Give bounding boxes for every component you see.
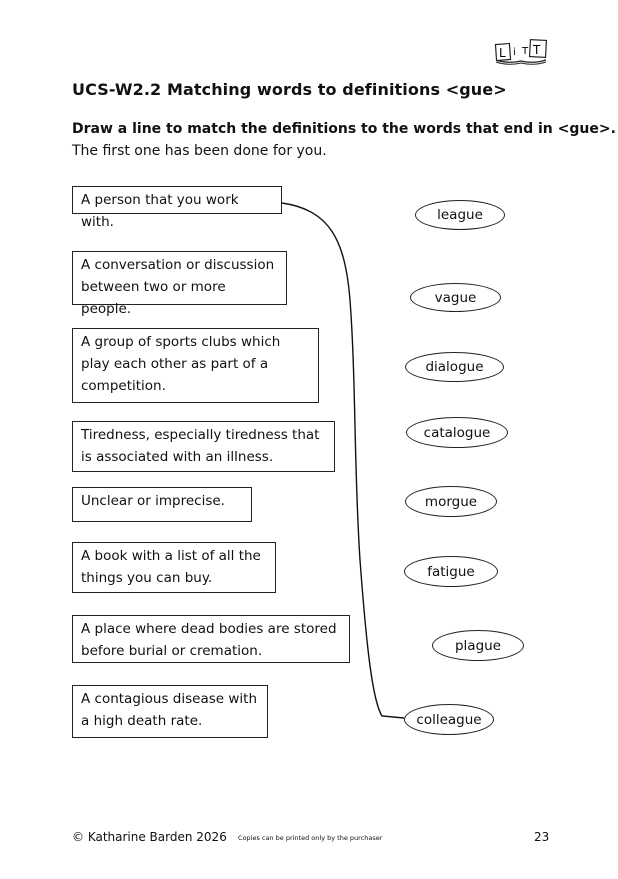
footer-notice: Copies can be printed only by the purchaser	[238, 834, 383, 842]
definition-text: Tiredness, especially tiredness that is associated with an illness.	[81, 427, 320, 465]
footer-copyright: © Katharine Barden 2026	[72, 830, 227, 844]
word-label: catalogue	[423, 424, 491, 441]
word-label: fatigue	[427, 563, 475, 580]
definition-text: A person that you work with.	[81, 192, 239, 230]
definition-text: A contagious disease with a high death rate.	[81, 691, 257, 729]
word-label: dialogue	[425, 359, 484, 375]
word-oval[interactable]	[410, 283, 501, 312]
definition-box[interactable]	[72, 421, 335, 472]
word-oval[interactable]	[415, 200, 505, 230]
logo-letter: T	[533, 43, 541, 57]
instruction-line-1: Draw a line to match the definitions to the words that end in <gue>.	[72, 121, 616, 137]
definition-box[interactable]	[72, 251, 287, 317]
definition-box[interactable]	[72, 685, 268, 738]
page-title: UCS-W2.2 Matching words to definitions <gue>	[72, 80, 507, 99]
definition-text: A place where dead bodies are stored before burial or cremation.	[81, 621, 337, 659]
page-number: 23	[534, 830, 550, 844]
definition-text: A group of sports clubs which play each other as part of a competition.	[81, 334, 281, 394]
instructions	[72, 118, 616, 162]
definition-box[interactable]	[72, 615, 350, 663]
word-oval[interactable]	[405, 352, 504, 382]
definition-box[interactable]	[72, 487, 252, 522]
word-oval[interactable]	[404, 556, 498, 587]
word-label: plague	[454, 637, 502, 654]
definition-box[interactable]	[72, 542, 276, 593]
definition-text: Unclear or imprecise.	[81, 493, 225, 509]
instruction-line-2: The first one has been done for you.	[72, 143, 327, 159]
word-label: vague	[434, 289, 477, 306]
word-oval[interactable]	[405, 486, 497, 517]
word-oval[interactable]	[404, 704, 494, 735]
definition-box[interactable]	[72, 328, 319, 403]
word-oval[interactable]	[406, 417, 508, 448]
logo-letter: T	[522, 46, 529, 57]
definition-text: A book with a list of all the things you can buy.	[81, 548, 261, 586]
definition-text: A conversation or discussion between two or more people.	[81, 257, 275, 317]
word-label: colleague	[416, 711, 482, 728]
word-label: league	[437, 207, 483, 223]
word-oval[interactable]	[432, 630, 524, 661]
litt-logo	[492, 36, 550, 66]
logo-letter: i	[513, 47, 516, 58]
word-label: morgue	[424, 493, 478, 510]
definition-box[interactable]	[72, 186, 282, 230]
logo-letter: L	[499, 46, 506, 60]
